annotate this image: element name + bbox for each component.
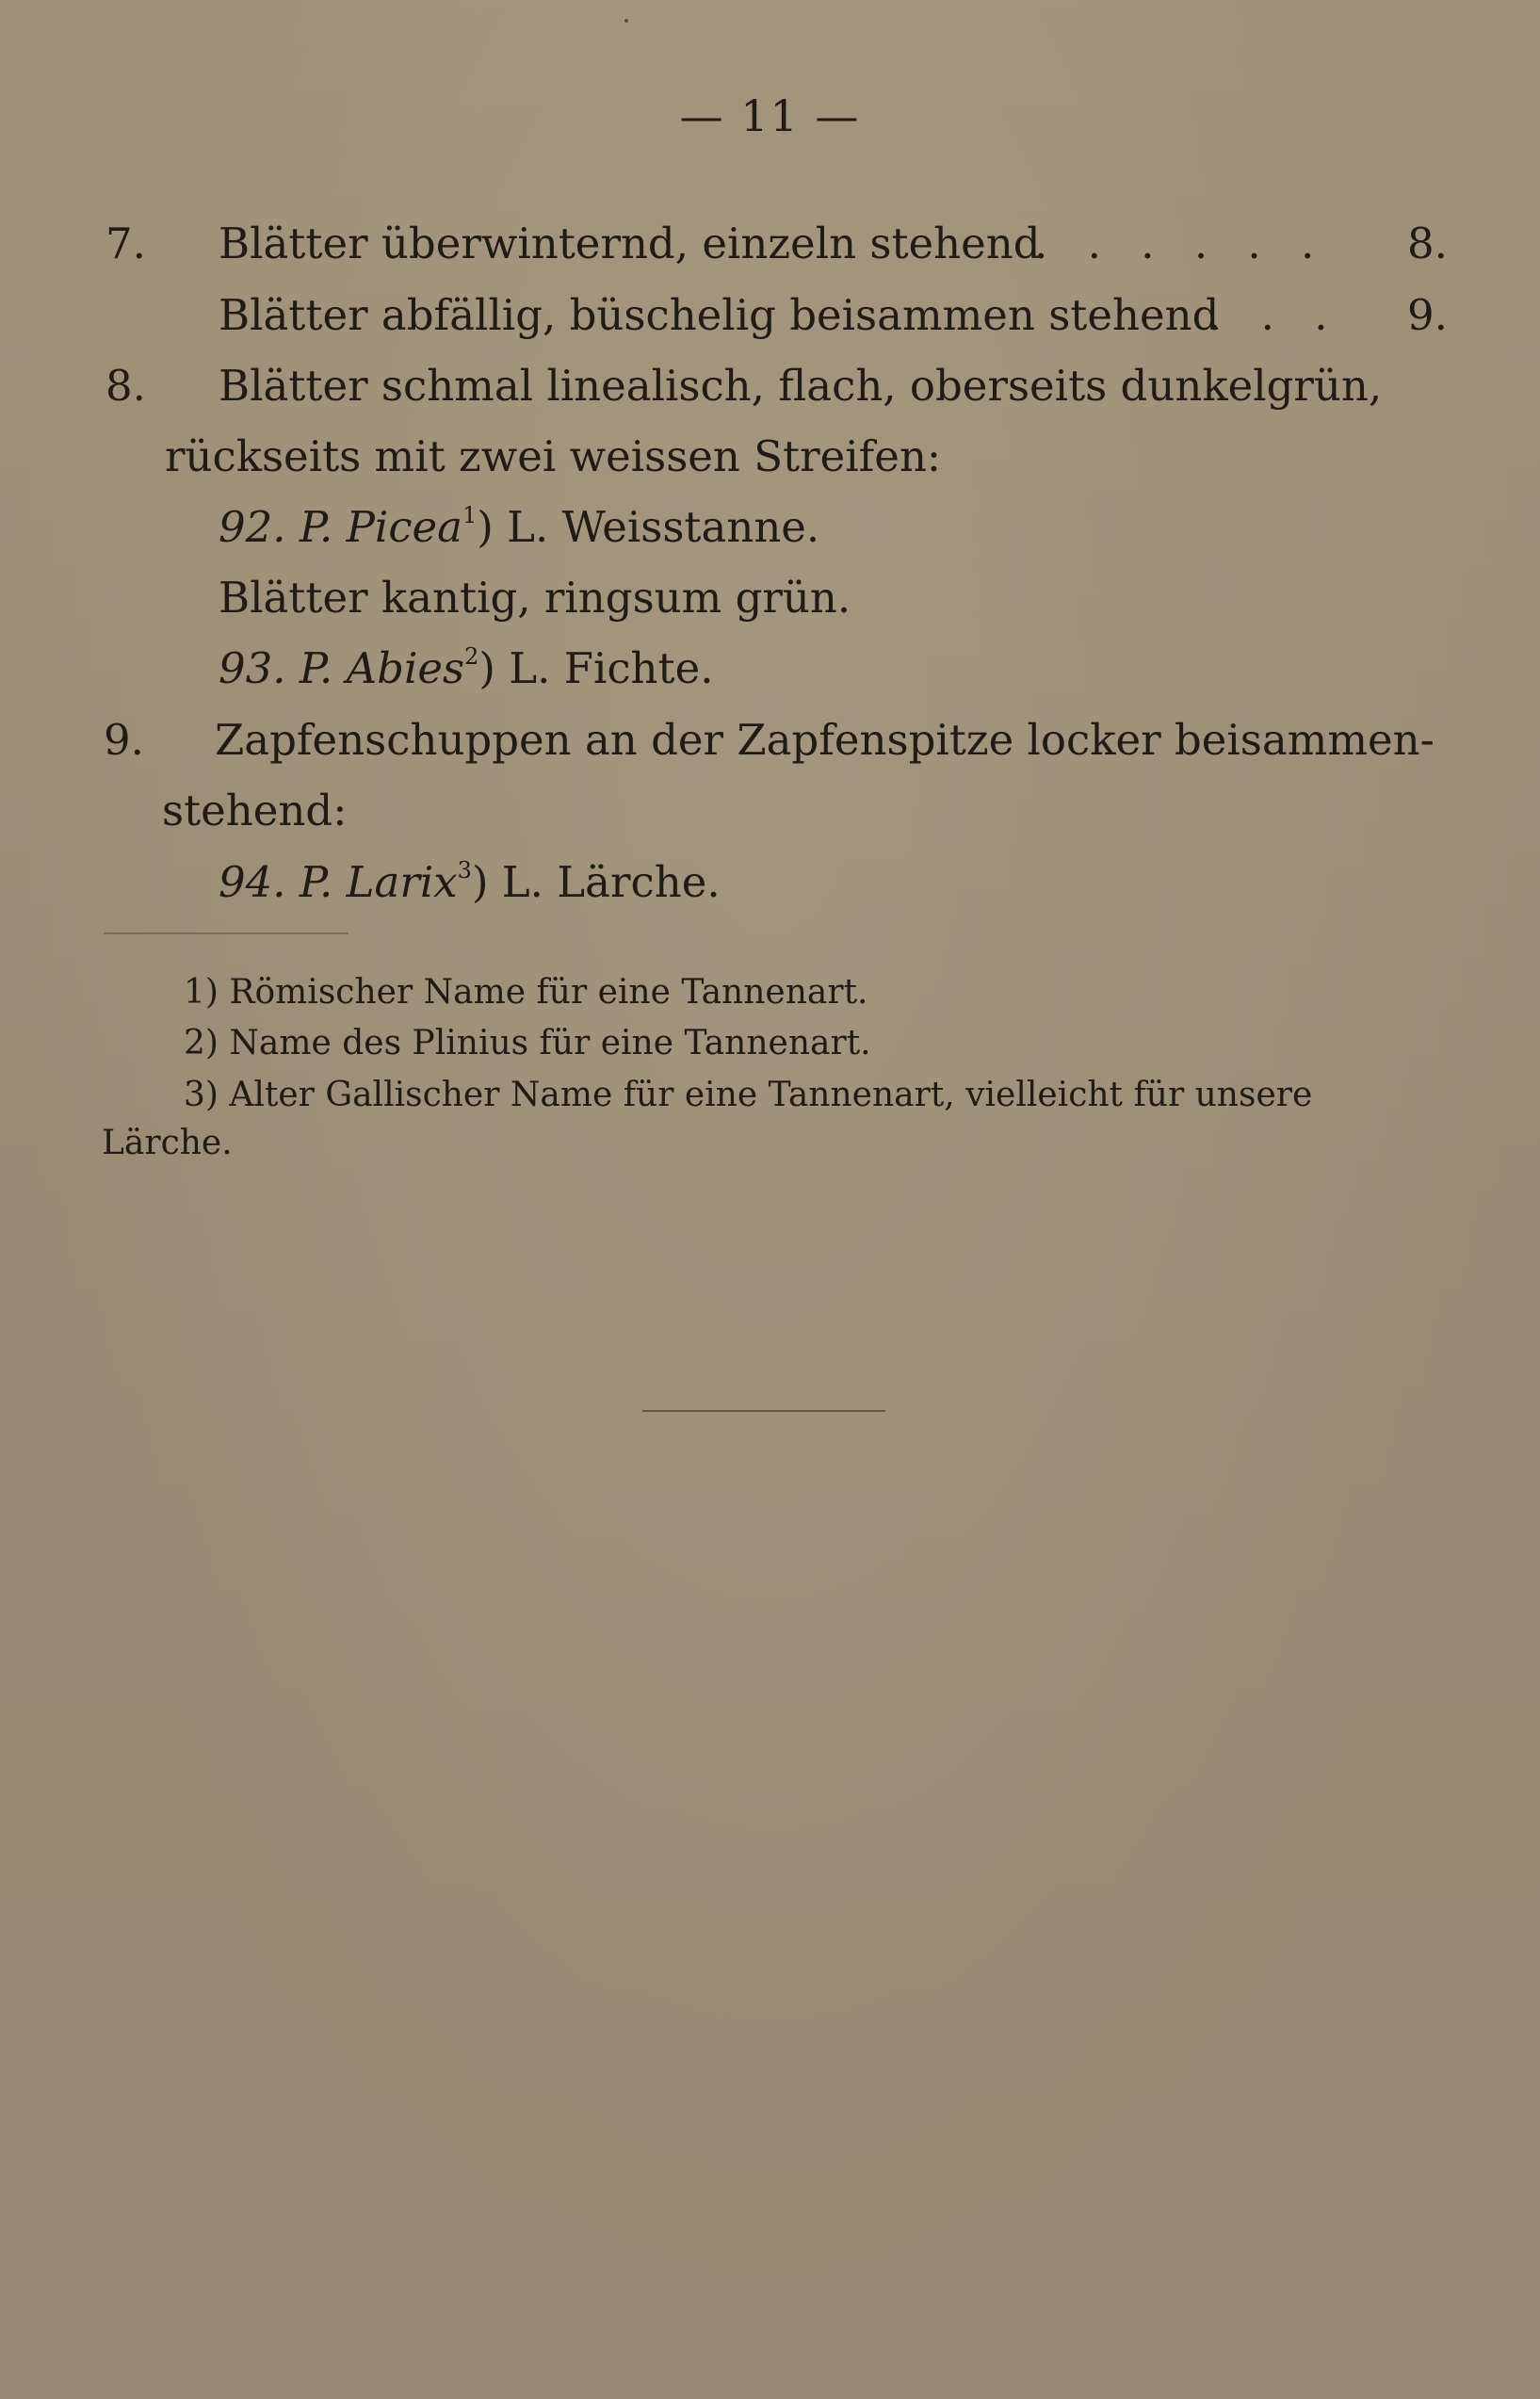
entry-8-line-1: Blätter schmal linealisch, flach, oberseits dunkelgrün, xyxy=(219,361,1383,411)
entry-7-option-b-target: 9. xyxy=(1407,290,1448,340)
entry-7-option-a-leader: . . . . . . xyxy=(1034,219,1328,268)
species-93-number: 93. xyxy=(219,643,286,693)
species-92-common-name: ) L. Weisstanne. xyxy=(477,502,820,552)
species-92-name: P. Picea xyxy=(299,502,462,552)
footnote-separator xyxy=(104,932,349,934)
footnote-3-line-1: 3) Alter Gallischer Name für eine Tannenart, vielleicht für unsere xyxy=(184,1076,1313,1114)
footnote-ref-1: 1 xyxy=(462,502,478,528)
species-94 xyxy=(219,857,721,907)
entry-number-9: 9. xyxy=(104,715,144,765)
species-92-number: 92. xyxy=(219,502,286,552)
entry-7-option-a: Blätter überwinternd, einzeln stehend xyxy=(219,219,1041,268)
page-number: — 11 — xyxy=(679,90,861,141)
entry-8-line-2: rückseits mit zwei weissen Streifen: xyxy=(165,431,942,481)
footnote-ref-2: 2 xyxy=(464,643,479,670)
entry-9-line-1: Zapfenschuppen an der Zapfenspitze locker beisammen- xyxy=(215,715,1435,765)
entry-8-line-3: Blätter kantig, ringsum grün. xyxy=(219,573,851,623)
species-94-common-name: ) L. Lärche. xyxy=(471,857,721,907)
species-93-name: P. Abies xyxy=(299,643,465,693)
footnote-ref-3: 3 xyxy=(457,857,472,883)
footnote-3-line-2: Lärche. xyxy=(102,1124,233,1162)
entry-9-line-2: stehend: xyxy=(162,786,348,835)
entry-7-option-a-target: 8. xyxy=(1407,219,1448,268)
footnote-2: 2) Name des Plinius für eine Tannenart. xyxy=(184,1024,871,1062)
entry-number-8: 8. xyxy=(105,361,146,411)
entry-7-option-b-leader: . . . xyxy=(1208,290,1341,340)
species-93 xyxy=(219,643,714,693)
species-94-number: 94. xyxy=(219,857,286,907)
species-92 xyxy=(219,502,820,552)
footnote-1: 1) Römischer Name für eine Tannenart. xyxy=(184,973,868,1012)
paper-speck xyxy=(624,19,628,23)
section-end-rule xyxy=(642,1410,885,1412)
entry-number-7: 7. xyxy=(105,219,146,268)
species-93-common-name: ) L. Fichte. xyxy=(478,643,714,693)
entry-7-option-b: Blätter abfällig, büschelig beisammen stehend xyxy=(219,290,1220,340)
species-94-name: P. Larix xyxy=(299,857,458,907)
